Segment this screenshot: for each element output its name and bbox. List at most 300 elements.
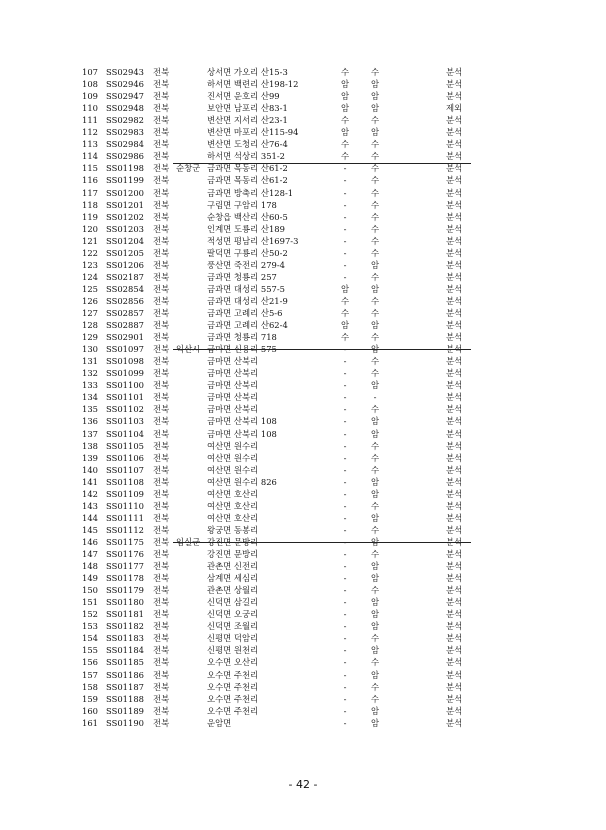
location: 금과면 목동리 산61-2	[207, 175, 288, 186]
type-b: 수	[370, 67, 380, 77]
type-a: 암	[340, 127, 350, 138]
type-a: -	[343, 476, 347, 487]
sample-id: SS01189	[106, 705, 144, 716]
location: 구림면 구암리 178	[207, 199, 277, 210]
result: 분석	[446, 67, 463, 77]
table-row	[0, 199, 606, 211]
row-number: 118	[82, 199, 98, 210]
province: 전북	[153, 356, 170, 367]
location: 금과면 청룡리 257	[207, 271, 277, 282]
table-row	[0, 548, 606, 560]
location: 하서면 백련리 산198-12	[207, 79, 299, 90]
province: 전북	[153, 295, 170, 306]
row-number: 109	[82, 91, 98, 102]
type-b: 암	[370, 416, 380, 427]
type-a: -	[343, 368, 347, 379]
result: 분석	[446, 597, 463, 608]
sample-id: SS01185	[106, 657, 144, 668]
province: 전북	[153, 283, 170, 294]
type-b: 수	[370, 500, 380, 511]
type-a: 수	[340, 151, 350, 162]
province: 전북	[153, 380, 170, 391]
row-number: 124	[82, 271, 98, 282]
province: 전북	[153, 320, 170, 331]
row-number: 108	[82, 79, 98, 90]
result: 분석	[446, 380, 463, 391]
table-row	[0, 319, 606, 331]
location: 운암면	[207, 717, 232, 728]
sample-id: SS01106	[106, 452, 144, 463]
result: 분석	[446, 259, 463, 270]
province: 전북	[153, 271, 170, 282]
result: 분석	[446, 91, 463, 102]
table-row	[0, 174, 606, 186]
row-number: 107	[82, 67, 98, 77]
province: 전북	[153, 500, 170, 511]
type-b: 암	[370, 645, 380, 656]
table-row	[0, 524, 606, 536]
location: 여산면 호산리	[207, 500, 259, 511]
result: 분석	[446, 476, 463, 487]
result: 분석	[446, 79, 463, 90]
province: 전북	[153, 464, 170, 475]
sample-id: SS01201	[106, 199, 144, 210]
province: 전북	[153, 705, 170, 716]
province: 전북	[153, 91, 170, 102]
sample-id: SS02983	[106, 127, 144, 138]
result: 분석	[446, 440, 463, 451]
row-number: 151	[82, 597, 98, 608]
type-a: 수	[340, 115, 350, 126]
type-a: -	[343, 380, 347, 391]
table-row	[0, 572, 606, 584]
type-a: -	[343, 621, 347, 632]
sample-id: SS02986	[106, 151, 144, 162]
province: 전북	[153, 259, 170, 270]
result: 분석	[446, 669, 463, 680]
province: 전북	[153, 681, 170, 692]
province: 전북	[153, 488, 170, 499]
result: 분석	[446, 175, 463, 186]
location: 관촌면 신전리	[207, 561, 259, 572]
result: 분석	[446, 344, 463, 355]
location: 여산면 원수리	[207, 464, 259, 475]
row-number: 131	[82, 356, 98, 367]
type-b: 수	[370, 235, 380, 246]
location: 금마면 산북리	[207, 356, 259, 367]
location: 금마면 산북리 108	[207, 428, 277, 439]
type-b: 암	[370, 669, 380, 680]
province: 전북	[153, 115, 170, 126]
type-b: 수	[370, 464, 380, 475]
sample-id: SS01111	[106, 512, 144, 523]
province: 전북	[153, 103, 170, 114]
sample-id: SS01104	[106, 428, 144, 439]
sample-id: SS02887	[106, 320, 144, 331]
type-b: 수	[370, 452, 380, 463]
sample-id: SS02856	[106, 295, 144, 306]
type-a: -	[343, 561, 347, 572]
type-b: 수	[370, 163, 380, 174]
province: 전북	[153, 536, 170, 547]
sample-id: SS02948	[106, 103, 144, 114]
type-b: 암	[370, 103, 380, 114]
province: 전북	[153, 344, 170, 355]
type-b: 암	[370, 380, 380, 391]
table-row	[0, 596, 606, 608]
province: 전북	[153, 717, 170, 728]
province: 전북	[153, 549, 170, 559]
result: 분석	[446, 356, 463, 367]
location: 신덕면 오궁리	[207, 609, 259, 620]
province: 전북	[153, 693, 170, 704]
location: 강진면 문방리	[207, 549, 259, 559]
type-b: 암	[370, 79, 380, 90]
location: 금과면 방축리 산128-1	[207, 187, 294, 198]
row-number: 144	[82, 512, 98, 523]
type-b: 수	[370, 187, 380, 198]
result: 분석	[446, 139, 463, 150]
type-a: -	[343, 536, 347, 547]
type-a: -	[343, 223, 347, 234]
sample-id: SS01098	[106, 356, 144, 367]
sample-id: SS01203	[106, 223, 144, 234]
sample-id: SS01180	[106, 597, 144, 608]
sample-id: SS01188	[106, 693, 144, 704]
type-a: -	[343, 549, 347, 559]
type-a: -	[343, 187, 347, 198]
location: 금과면 대성리 557-5	[207, 283, 286, 294]
location: 여산면 원수리	[207, 452, 259, 463]
type-b: 수	[370, 404, 380, 415]
row-number: 129	[82, 332, 98, 343]
sample-id: SS01097	[106, 344, 144, 355]
type-a: 암	[340, 103, 350, 114]
result: 분석	[446, 332, 463, 343]
location: 상서면 가오리 산15-3	[207, 67, 288, 77]
province: 전북	[153, 139, 170, 150]
table-row	[0, 295, 606, 307]
sample-id: SS01186	[106, 669, 144, 680]
location: 금마면 산북리	[207, 380, 259, 391]
type-a: -	[343, 452, 347, 463]
location: 관촌면 상월리	[207, 585, 259, 596]
table-row	[0, 150, 606, 162]
type-a: -	[343, 163, 347, 174]
type-a: -	[343, 404, 347, 415]
table-row	[0, 452, 606, 464]
table-row	[0, 331, 606, 343]
type-b: 암	[370, 91, 380, 102]
type-b: -	[373, 392, 377, 403]
table-row	[0, 705, 606, 717]
row-number: 110	[82, 103, 98, 114]
type-b: 수	[370, 223, 380, 234]
result: 분석	[446, 524, 463, 535]
sample-id: SS02947	[106, 91, 144, 102]
type-b: 암	[370, 488, 380, 499]
type-a: -	[343, 609, 347, 620]
result: 분석	[446, 512, 463, 523]
type-a: -	[343, 356, 347, 367]
province: 전북	[153, 561, 170, 572]
result: 분석	[446, 187, 463, 198]
type-b: 암	[370, 573, 380, 584]
location: 금마면 산북리	[207, 392, 259, 403]
result: 분석	[446, 500, 463, 511]
type-b: 수	[370, 199, 380, 210]
type-b: 암	[370, 705, 380, 716]
sample-id: SS01109	[106, 488, 144, 499]
province: 전북	[153, 621, 170, 632]
type-a: -	[343, 175, 347, 186]
table-row	[0, 367, 606, 379]
table-row	[0, 355, 606, 367]
type-a: -	[343, 573, 347, 584]
row-number: 146	[82, 536, 98, 547]
location: 신덕면 삼길리	[207, 597, 259, 608]
type-a: -	[343, 681, 347, 692]
type-a: -	[343, 199, 347, 210]
location: 풍산면 죽전리 279-4	[207, 259, 286, 270]
sample-id: SS01187	[106, 681, 144, 692]
type-a: -	[343, 597, 347, 608]
result: 분석	[446, 452, 463, 463]
row-number: 145	[82, 524, 98, 535]
type-a: -	[343, 247, 347, 258]
location: 하서면 석상리 351-2	[207, 151, 286, 162]
table-row	[0, 379, 606, 391]
province: 전북	[153, 609, 170, 620]
result: 분석	[446, 151, 463, 162]
type-a: 암	[340, 320, 350, 331]
result: 분석	[446, 549, 463, 559]
location: 금마면 산북리 108	[207, 416, 277, 427]
row-number: 121	[82, 235, 98, 246]
type-b: 수	[370, 139, 380, 150]
province: 전북	[153, 199, 170, 210]
table-row	[0, 620, 606, 632]
row-number: 155	[82, 645, 98, 656]
row-number: 149	[82, 573, 98, 584]
location: 금과면 목동리 산61-2	[207, 163, 288, 174]
table-row	[0, 476, 606, 488]
type-a: -	[343, 524, 347, 535]
type-a: -	[343, 392, 347, 403]
row-number: 147	[82, 549, 98, 559]
table-row	[0, 162, 606, 174]
type-b: 수	[370, 657, 380, 668]
type-b: 암	[370, 717, 380, 728]
sample-id: SS01103	[106, 416, 144, 427]
type-b: 수	[370, 585, 380, 596]
table-row	[0, 693, 606, 705]
row-number: 143	[82, 500, 98, 511]
row-number: 120	[82, 223, 98, 234]
type-a: -	[343, 211, 347, 222]
province: 전북	[153, 67, 170, 77]
type-a: 암	[340, 283, 350, 294]
row-number: 141	[82, 476, 98, 487]
province: 전북	[153, 597, 170, 608]
row-number: 134	[82, 392, 98, 403]
row-number: 153	[82, 621, 98, 632]
table-row	[0, 187, 606, 199]
location: 신덕면 조월리	[207, 621, 259, 632]
row-number: 137	[82, 428, 98, 439]
type-a: -	[343, 512, 347, 523]
type-a: -	[343, 428, 347, 439]
sample-id: SS01200	[106, 187, 144, 198]
type-a: 수	[340, 295, 350, 306]
table-row	[0, 717, 606, 729]
row-number: 115	[82, 163, 98, 174]
group-divider	[173, 349, 471, 350]
type-b: 수	[370, 693, 380, 704]
county: 익산시	[176, 344, 201, 355]
province: 전북	[153, 151, 170, 162]
province: 전북	[153, 440, 170, 451]
result: 분석	[446, 295, 463, 306]
table-row	[0, 512, 606, 524]
table-row	[0, 271, 606, 283]
sample-id: SS02187	[106, 271, 144, 282]
type-b: 암	[370, 476, 380, 487]
province: 전북	[153, 175, 170, 186]
type-a: -	[343, 235, 347, 246]
result: 분석	[446, 283, 463, 294]
type-b: 수	[370, 681, 380, 692]
type-a: -	[343, 416, 347, 427]
row-number: 133	[82, 380, 98, 391]
result: 분석	[446, 561, 463, 572]
result: 분석	[446, 428, 463, 439]
type-b: 암	[370, 609, 380, 620]
row-number: 154	[82, 633, 98, 644]
result: 분석	[446, 681, 463, 692]
type-a: -	[343, 633, 347, 644]
row-number: 122	[82, 247, 98, 258]
sample-id: SS01099	[106, 368, 144, 379]
result: 분석	[446, 693, 463, 704]
result: 분석	[446, 127, 463, 138]
table-row	[0, 669, 606, 681]
table-row	[0, 235, 606, 247]
type-b: 수	[370, 549, 380, 559]
row-number: 158	[82, 681, 98, 692]
location: 금마면 산북리	[207, 404, 259, 415]
location: 오수면 주천리	[207, 693, 259, 704]
type-a: 수	[340, 67, 350, 77]
table-row	[0, 66, 606, 78]
result: 분석	[446, 368, 463, 379]
result: 분석	[446, 464, 463, 475]
location: 오수면 주천리	[207, 705, 259, 716]
type-a: 수	[340, 308, 350, 318]
type-a: -	[343, 669, 347, 680]
type-b: 수	[370, 211, 380, 222]
sample-id: SS02854	[106, 283, 144, 294]
type-a: -	[343, 585, 347, 596]
type-b: 수	[370, 175, 380, 186]
location: 여산면 호산리	[207, 512, 259, 523]
table-row	[0, 126, 606, 138]
table-row	[0, 247, 606, 259]
table-row	[0, 283, 606, 295]
row-number: 130	[82, 344, 98, 355]
row-number: 116	[82, 175, 98, 186]
type-b: 암	[370, 536, 380, 547]
sample-id: SS01182	[106, 621, 144, 632]
location: 여산면 호산리	[207, 488, 259, 499]
location: 삼계면 세심리	[207, 573, 259, 584]
result: 분석	[446, 115, 463, 126]
type-b: 암	[370, 621, 380, 632]
table-row	[0, 415, 606, 427]
sample-id: SS01184	[106, 645, 144, 656]
sample-id: SS02901	[106, 332, 144, 343]
row-number: 161	[82, 717, 98, 728]
row-number: 159	[82, 693, 98, 704]
type-b: 수	[370, 368, 380, 379]
table-row	[0, 464, 606, 476]
province: 전북	[153, 235, 170, 246]
row-number: 132	[82, 368, 98, 379]
table-row	[0, 500, 606, 512]
table-row	[0, 391, 606, 403]
province: 전북	[153, 308, 170, 318]
sample-id: SS02984	[106, 139, 144, 150]
table-row	[0, 644, 606, 656]
row-number: 135	[82, 404, 98, 415]
sample-id: SS01107	[106, 464, 144, 475]
sample-id: SS01102	[106, 404, 144, 415]
province: 전북	[153, 476, 170, 487]
result: 분석	[446, 235, 463, 246]
county: 임실군	[176, 536, 201, 547]
row-number: 125	[82, 283, 98, 294]
result: 분석	[446, 404, 463, 415]
row-number: 156	[82, 657, 98, 668]
province: 전북	[153, 512, 170, 523]
result: 분석	[446, 211, 463, 222]
province: 전북	[153, 187, 170, 198]
province: 전북	[153, 332, 170, 343]
sample-id: SS01108	[106, 476, 144, 487]
type-a: -	[343, 259, 347, 270]
location: 인계면 도룡리 산189	[207, 223, 285, 234]
sample-id: SS01190	[106, 717, 144, 728]
location: 금마면 신용리 575	[207, 344, 277, 355]
type-b: 수	[370, 332, 380, 343]
row-number: 127	[82, 308, 98, 318]
sample-id: SS01204	[106, 235, 144, 246]
result: 분석	[446, 416, 463, 427]
row-number: 117	[82, 187, 98, 198]
table-row	[0, 428, 606, 440]
type-b: 암	[370, 597, 380, 608]
sample-id: SS02857	[106, 308, 144, 318]
type-b: 수	[370, 151, 380, 162]
row-number: 142	[82, 488, 98, 499]
row-number: 148	[82, 561, 98, 572]
location: 금과면 고례리 산5-6	[207, 308, 283, 318]
result: 분석	[446, 308, 463, 318]
table-row	[0, 632, 606, 644]
type-b: 수	[370, 271, 380, 282]
table-row	[0, 307, 606, 319]
sample-id: SS01205	[106, 247, 144, 258]
